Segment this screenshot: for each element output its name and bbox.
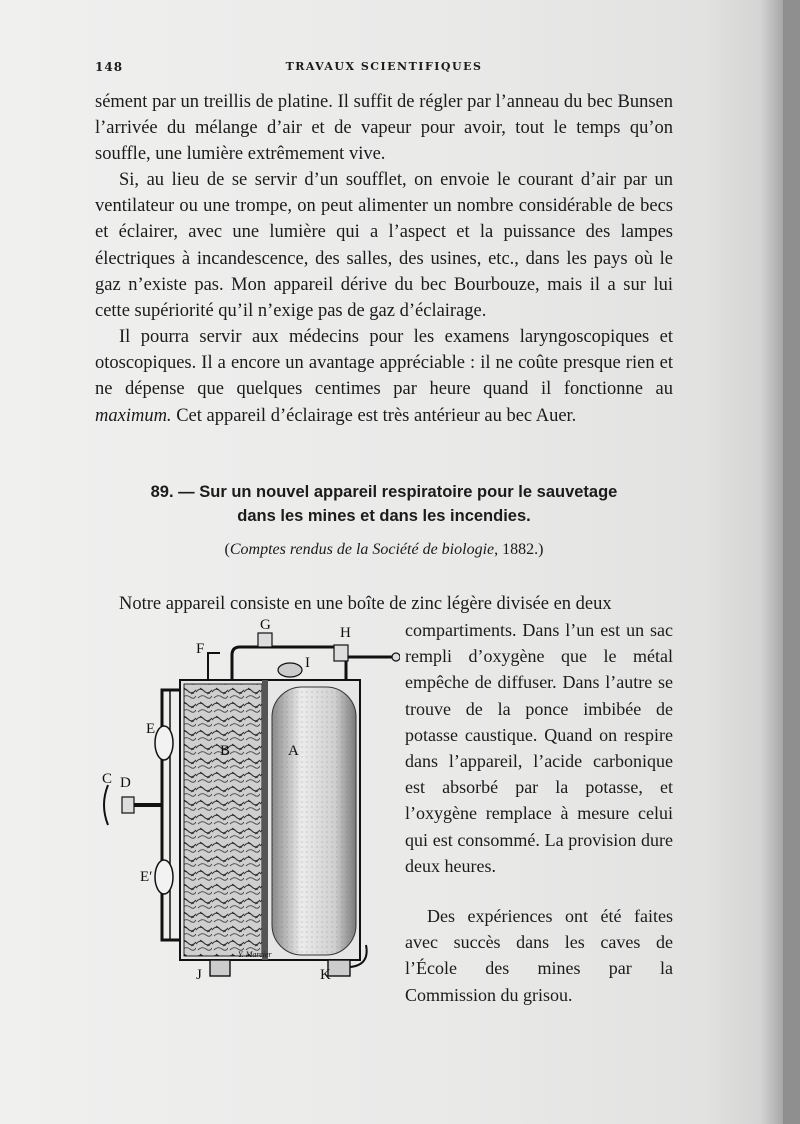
- pipe-F: [208, 653, 220, 680]
- page-header: [95, 60, 673, 78]
- source-citation: [95, 541, 673, 559]
- page-number: 148: [95, 60, 124, 74]
- source-open: (: [224, 541, 230, 558]
- page-gutter-shadow: [760, 0, 782, 1124]
- running-head: TRAVAUX SCIENTIFIQUES: [285, 60, 483, 73]
- paragraph-3-part-b: Cet appareil d’éclairage est très antérieur au bec Auer.: [171, 405, 577, 426]
- tap-H: [334, 645, 348, 661]
- tap-G: [258, 633, 272, 647]
- source-close: , 1882.): [494, 541, 544, 558]
- label-I: I: [305, 655, 310, 671]
- section-heading: [95, 480, 673, 528]
- section-heading-line-2: dans les mines et dans les incendies.: [237, 507, 531, 525]
- bulb-I: [278, 663, 302, 677]
- paragraph-2: Si, au lieu de se servir d’un soufflet, on envoie le courant d’air par un ventilateur ou une trompe, on peut alimenter un nombre considérable de becs et éclairer, avec une lumière qui a l’aspect et la puissance des lampes électriques à incandescence, des salles, des usines, etc., dans les pays où le gaz n’existe pas. Mon appareil dérive du bec Bourbouze, mais il a sur lui cette supériorité qu’il n’exige pas de gaz d’éclairage.: [95, 170, 673, 322]
- label-E: E: [146, 721, 156, 737]
- label-K: K: [320, 967, 331, 983]
- paragraph-1: sément par un treillis de platine. Il suffit de régler par l’anneau du bec Bunsen l’arrivée du mélange d’air et de vapeur pour avoir, tout le temps qu’on souffle, une lumière extrêmement vive.: [95, 92, 673, 165]
- divider: [262, 680, 268, 960]
- valve-E: [155, 726, 173, 760]
- paragraph-3-part-a: Il pourra servir aux médecins pour les examens laryngoscopiques et otoscopiques. Il a encore un avantage appréciable : il ne coûte presque rien et ne dépense que quelques centimes par heure quand il fonctionne au: [95, 327, 673, 400]
- paragraph-3-italic: maximum.: [95, 405, 172, 426]
- engraver-signature: Y. Marcier: [238, 950, 272, 959]
- fitting-J: [210, 960, 230, 976]
- section-heading-line-1: 89. — Sur un nouvel appareil respiratoire pour le sauvetage: [150, 483, 618, 501]
- label-E-prime: E′: [140, 869, 153, 885]
- paragraph-5: Des expériences ont été faites avec succès dans les caves de l’École des mines par la Commission du grisou.: [405, 906, 673, 1005]
- valve-E-prime: [155, 860, 173, 894]
- label-F: F: [196, 641, 205, 657]
- respiratory-apparatus-engraving: [100, 615, 400, 1000]
- paragraph-4-continued: compartiments. Dans l’un est un sac rempli d’oxygène que le métal empêche de diffuser. Dans l’autre se trouve de la ponce imbibée de potasse caustique. Quand on respire dans l’appareil, l’acide carbonique est absorbé par la potasse, et l’oxygène remplace à mesure celui qui est consommé. La provision dure deux heures.: [405, 620, 673, 876]
- paragraph-4-first-line: Notre appareil consiste en une boîte de zinc légère divisée en deux: [119, 594, 612, 614]
- label-B: B: [220, 743, 231, 759]
- label-H: H: [340, 625, 351, 641]
- label-C: C: [102, 771, 113, 787]
- label-D: D: [120, 775, 131, 791]
- label-J: J: [196, 967, 202, 983]
- label-G: G: [260, 617, 271, 633]
- apparatus-figure: [100, 615, 400, 1000]
- label-A: A: [288, 743, 299, 759]
- paragraph-3: [95, 324, 673, 429]
- fitting-K: [328, 960, 350, 976]
- mouthpiece-D: [104, 785, 108, 825]
- pumice-compartment: [184, 684, 262, 956]
- source-journal: Comptes rendus de la Société de biologie: [229, 541, 495, 558]
